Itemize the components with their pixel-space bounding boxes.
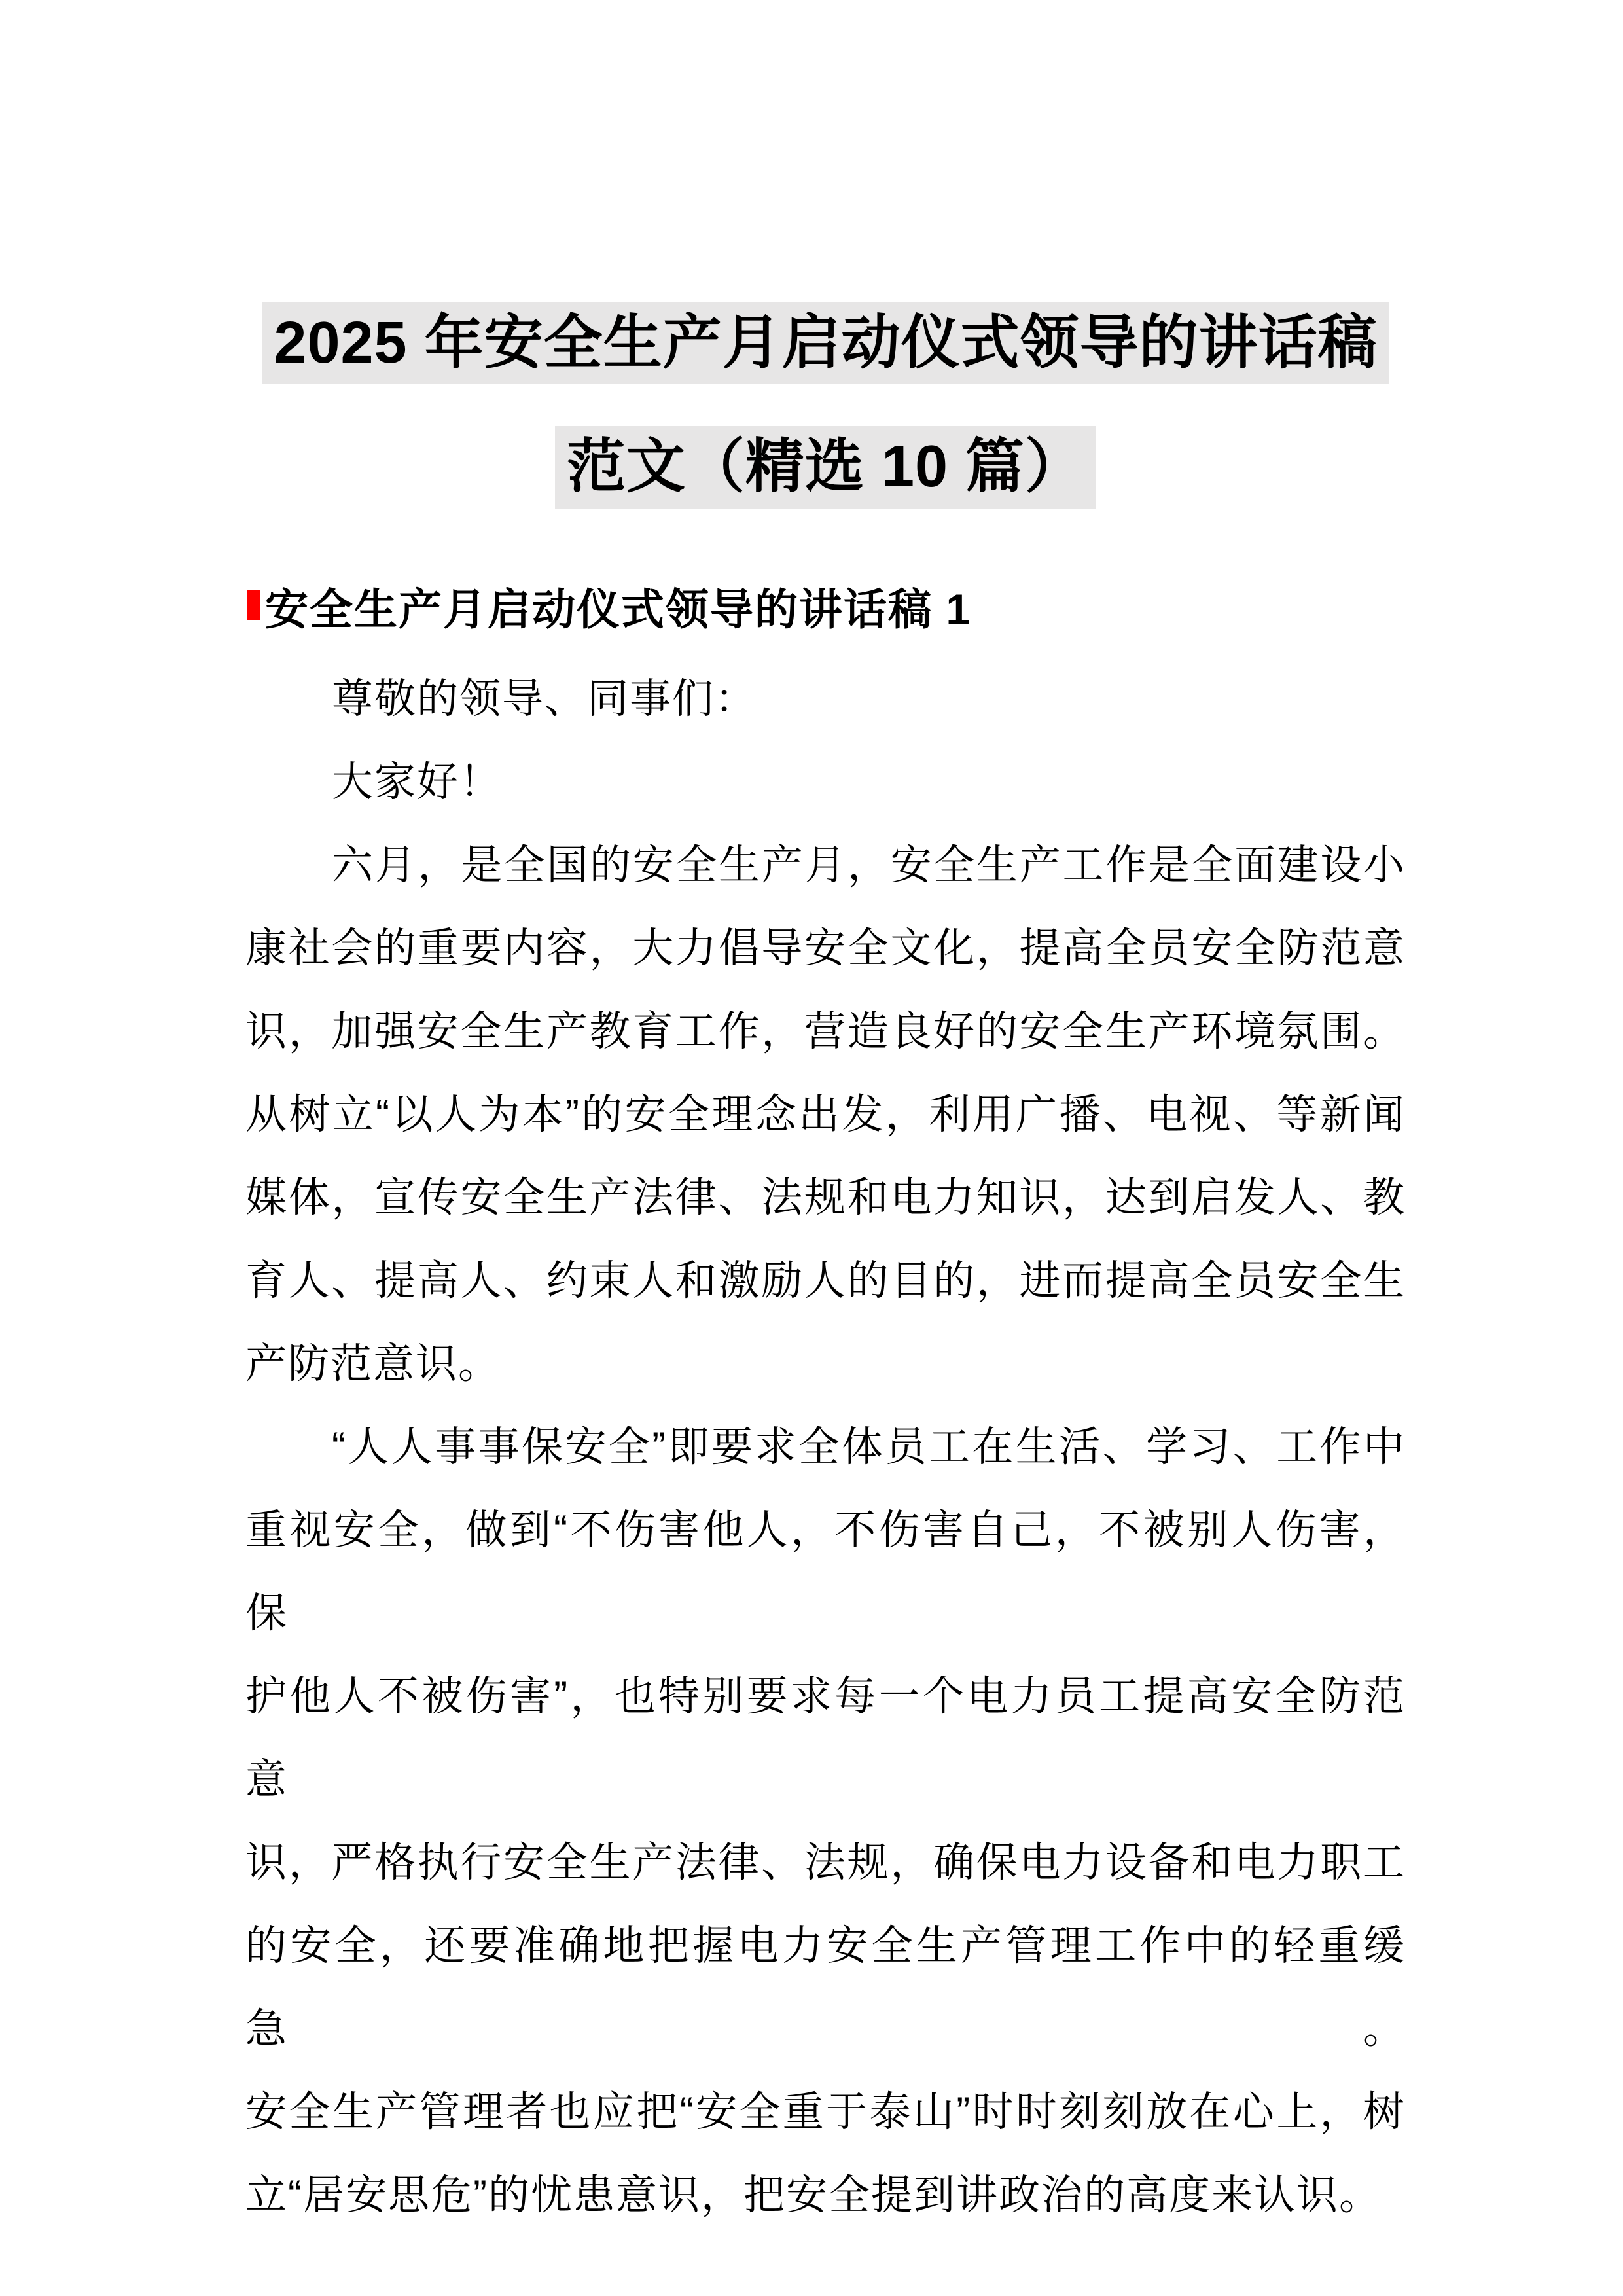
body-line: 识，严格执行安全生产法律、法规，确保电力设备和电力职工 (245, 1840, 1406, 1886)
body-line: 六月，是全国的安全生产月，安全生产工作是全面建设小 (332, 842, 1406, 889)
paragraph (245, 824, 1406, 1406)
title-line-2-text: 范文（精选 10 篇） (555, 426, 1096, 508)
body-line: 康社会的重要内容，大力倡导安全文化，提高全员安全防范意 (245, 925, 1406, 972)
document-title (245, 302, 1406, 509)
body-line: 重视安全，做到“不伤害他人，不伤害自己，不被别人伤害，保 (245, 1507, 1406, 1637)
body-line: 大家好！ (332, 759, 502, 806)
body-line: 的安全，还要准确地把握电力安全生产管理工作中的轻重缓急。 (245, 1923, 1406, 2053)
body-line: 立“居安思危”的忧患意识，把安全提到讲政治的高度来认识。 (245, 2172, 1382, 2219)
paragraph (245, 1406, 1406, 2237)
title-line-1 (245, 302, 1406, 384)
body-line: 安全生产管理者也应把“安全重于泰山”时时刻刻放在心上，树 (245, 2089, 1406, 2136)
body-line: 尊敬的领导、同事们： (332, 676, 757, 723)
body-line: 护他人不被伤害”，也特别要求每一个电力员工提高安全防范意 (245, 1674, 1406, 1803)
heading-marker-bar (247, 590, 260, 620)
body-line: 识，加强安全生产教育工作，营造良好的安全生产环境氛围。 (245, 1009, 1406, 1055)
body-line: 媒体，宣传安全生产法律、法规和电力知识，达到启发人、教 (245, 1175, 1406, 1221)
body-line: “人人事事保安全”即要求全体员工在生活、学习、工作中 (332, 1424, 1406, 1471)
title-line-1-text: 2025 年安全生产月启动仪式领导的讲话稿 (262, 302, 1389, 384)
paragraph (245, 658, 1406, 741)
body-line: 育人、提高人、约束人和激励人的目的，进而提高全员安全生 (245, 1258, 1406, 1304)
title-line-2 (245, 426, 1406, 508)
section-heading (245, 586, 1406, 634)
document-body (245, 658, 1406, 2237)
paragraph (245, 741, 1406, 824)
body-line: 从树立“以人为本”的安全理念出发，利用广播、电视、等新闻 (245, 1092, 1406, 1138)
body-line: 产防范意识。 (245, 1341, 501, 1388)
section-heading-text: 安全生产月启动仪式领导的讲话稿 1 (265, 584, 972, 634)
